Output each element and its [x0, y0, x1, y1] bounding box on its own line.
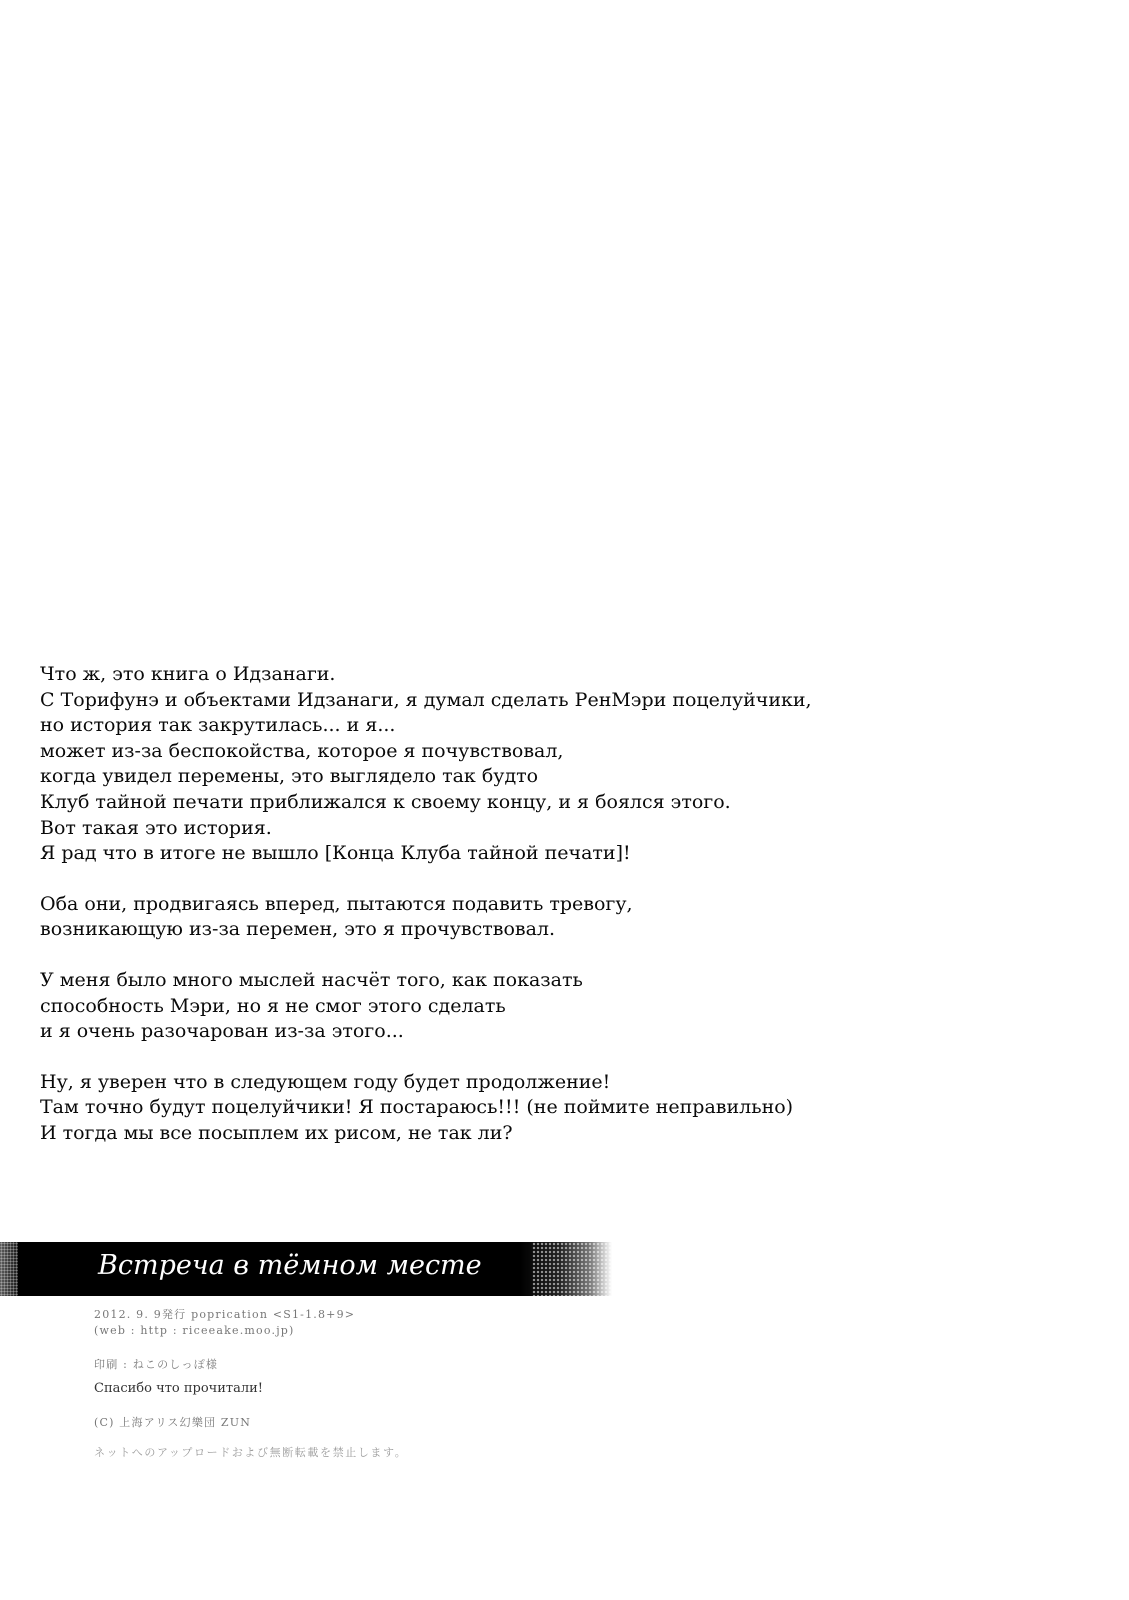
afterword-line: Ну, я уверен что в следующем году будет продолжение! — [40, 1070, 611, 1093]
afterword-paragraph — [40, 968, 1040, 1045]
afterword-paragraph — [40, 662, 1040, 867]
afterword-paragraph — [40, 892, 1040, 943]
afterword-line: и я очень разочарован из-за этого... — [40, 1020, 404, 1043]
printer-info: 印刷 : ねこのしっぽ様 — [94, 1358, 219, 1371]
afterword-line: Оба они, продвигаясь вперед, пытаются подавить тревогу, — [40, 892, 633, 915]
afterword-line: Клуб тайной печати приближался к своему концу, и я боялся этого. — [40, 790, 731, 813]
website-info: (web : http : riceeake.moo.jp) — [94, 1324, 295, 1337]
title-banner — [0, 1242, 612, 1296]
afterword-line: И тогда мы все посыплем их рисом, не так ли? — [40, 1121, 513, 1144]
thanks-message: Спасибо что прочитали! — [94, 1381, 263, 1396]
banner-edge-texture — [0, 1242, 18, 1296]
afterword-line: У меня было много мыслей насчёт того, как показать — [40, 968, 583, 991]
afterword-line: но история так закрутилась... и я... — [40, 714, 396, 737]
banner-halftone-texture — [532, 1242, 612, 1296]
afterword-line: способность Мэри, но я не смог этого сделать — [40, 994, 506, 1017]
afterword-paragraph — [40, 1070, 1040, 1147]
afterword-line: Я рад что в итоге не вышло [Конца Клуба тайной печати]! — [40, 842, 631, 865]
afterword-line: С Торифунэ и объектами Идзанаги, я думал сделать РенМэри поцелуйчики, — [40, 688, 812, 711]
afterword-line: Вот такая это история. — [40, 816, 272, 839]
afterword-line: может из-за беспокойства, которое я почувствовал, — [40, 739, 564, 762]
afterword-line: Что ж, это книга о Идзанаги. — [40, 663, 336, 685]
afterword-line: возникающую из-за перемен, это я прочувствовал. — [40, 918, 556, 941]
afterword-line: когда увидел перемены, это выглядело так будто — [40, 765, 539, 788]
reprint-notice: ネットへのアップロードおよび無断転載を禁止します。 — [94, 1446, 408, 1459]
publication-info: 2012. 9. 9発行 poprication <S1-1.8+9> — [94, 1308, 356, 1321]
afterword-text — [40, 662, 1040, 1172]
copyright-info: (C) 上海アリス幻樂団 ZUN — [94, 1416, 252, 1429]
book-title: Встреча в тёмном месте — [98, 1250, 482, 1281]
afterword-line: Там точно будут поцелуйчики! Я постараюсь!!! (не поймите неправильно) — [40, 1096, 794, 1119]
